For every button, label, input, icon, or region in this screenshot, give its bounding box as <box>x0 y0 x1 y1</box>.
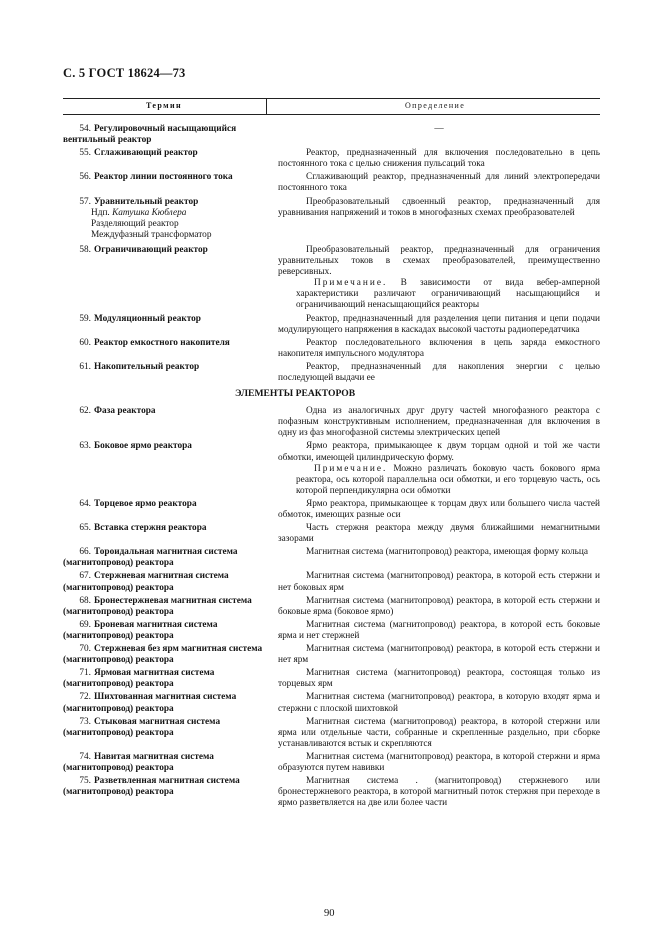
entry-number: 67. <box>79 571 91 582</box>
entry-definition: Магнитная система (магнитопровод) реактора, в которой стержни и ярма образуются путем навивки <box>278 751 600 773</box>
entry-term: Модуляционный реактор <box>94 313 201 324</box>
entry-term: Сглаживающий реактор <box>94 148 198 159</box>
entry-number: 58. <box>79 244 91 255</box>
entry-note: Примечание. Можно различать боковую часть бокового ярма реактора, ось которой параллельна оси обмотки, и его торцевую часть, ось которой перпендикулярна оси обмотки <box>296 463 600 496</box>
entry-definition: — <box>434 124 444 134</box>
entry-synonym: Междуфазный трансформатор <box>91 229 212 240</box>
entry-definition: Магнитная система (магнитопровод) реактора, в которой есть стержни и нет ярм <box>278 644 600 666</box>
entry-definition: Магнитная система (магнитопровод) реактора, в которую входят ярма и стержни с плоской шихтовкой <box>278 692 600 714</box>
entry-definition: Ярмо реактора, примыкающее к двум торцам одной и той же части обмотки, имеющей цилиндрическую форму. <box>278 441 600 463</box>
entry-definition: Магнитная система (магнитопровод) реактора, имеющая форму кольца <box>306 547 588 558</box>
entry-term: Навитая магнитная система (магнитопровод) реактора <box>63 751 214 773</box>
entry-term: Стержневая магнитная система (магнитопровод) реактора <box>63 571 229 593</box>
entry-definition: Реактор последовательного включения в цепь заряда емкостного накопителя импульсного модулятора <box>278 337 600 359</box>
entry-number: 68. <box>79 595 91 606</box>
entry-number: 61. <box>79 361 91 372</box>
entry-number: 64. <box>79 498 91 509</box>
entry-number: 56. <box>79 172 91 183</box>
entry-57 <box>63 197 600 241</box>
entry-definition: Преобразовательный сдвоенный реактор, предназначенный для уравнивания напряжений и токов в многофазных схемах преобразователей <box>278 196 600 218</box>
entry-term: Тороидальная магнитная система (магнитопровод) реактора <box>63 547 238 569</box>
entry-term: Уравнительный реактор <box>94 196 199 207</box>
section-title: ЭЛЕМЕНТЫ РЕАКТОРОВ <box>235 388 356 400</box>
entry-68 <box>63 596 600 618</box>
entry-term: Регулировочный насыщающийся вентильный реактор <box>63 124 237 146</box>
entry-definition: Магнитная система (магнитопровод) реактора, в которой стержни или ярма или отдельные части, собранные и скрепленные раздельно, при сборке устанавливаются встык и скрепляются <box>278 716 600 749</box>
header-bottom-rule <box>63 114 600 115</box>
glossary-table <box>63 124 600 811</box>
entry-69 <box>63 620 600 642</box>
entry-definition: Реактор, предназначенный для накопления энергии с целью последующей выдачи ее <box>278 361 600 383</box>
entry-number: 66. <box>79 547 91 558</box>
entry-definition: Одна из аналогичных друг другу частей многофазного реактора с пофазным конструктивным исполнением, предназначенная для включения в одну из фаз многофазной системы электрических цепей <box>278 406 600 439</box>
entry-term: Торцевое ярмо реактора <box>94 498 197 509</box>
entry-75 <box>63 776 600 809</box>
entry-number: 57. <box>79 196 91 207</box>
entry-70 <box>63 644 600 666</box>
entry-definition: Сглаживающий реактор, предназначенный для линий электропередачи постоянного тока <box>278 172 600 194</box>
column-header-term: Термин <box>146 101 182 110</box>
entry-64 <box>63 499 600 521</box>
entry-56 <box>63 172 600 194</box>
entry-term: Стержневая без ярм магнитная система (магнитопровод) реактора <box>63 644 263 666</box>
entry-66 <box>63 547 600 569</box>
entry-number: 65. <box>79 523 91 534</box>
entry-definition: Преобразовательный реактор, предназначенный для ограничения уравнительных токов в схемах преобразователей, преимущественно реверсивных. <box>278 244 600 278</box>
note-label: Примечание. <box>314 463 388 474</box>
entry-72 <box>63 692 600 714</box>
entry-62 <box>63 406 600 439</box>
entry-61 <box>63 362 600 384</box>
page-number: 90 <box>324 908 335 919</box>
entry-term: Разветвленная магнитная система (магнитопровод) реактора <box>63 776 240 798</box>
entry-term: Накопительный реактор <box>94 361 200 372</box>
entry-55 <box>63 148 600 170</box>
entry-definition: Реактор, предназначенный для включения последовательно в цепь постоянного тока с целью снижения пульсаций тока <box>278 148 600 170</box>
entry-term: Боковое ярмо реактора <box>94 441 192 452</box>
entry-number: 60. <box>79 337 91 348</box>
entry-63 <box>63 441 600 496</box>
entry-54 <box>63 124 600 146</box>
deprecated-term: Катушка Кюблера <box>112 207 187 218</box>
entry-definition: Магнитная система (магнитопровод) реактора, в которой есть боковые ярма и нет стержней <box>278 619 600 641</box>
entry-term: Фаза реактора <box>94 406 156 417</box>
entry-definition: Магнитная система (магнитопровод) реактора, в которой есть стержни и боковые ярма (боковое ярмо) <box>278 595 600 617</box>
entry-67 <box>63 571 600 593</box>
entry-definition: Реактор, предназначенный для разделения цепи питания и цепи подачи модулирующего напряжения в каскадах высокой частоты радиопередатчика <box>278 313 600 335</box>
entry-58 <box>63 245 600 312</box>
entry-71 <box>63 668 600 690</box>
entry-number: 69. <box>79 619 91 630</box>
entry-definition: Магнитная система . (магнитопровод) стержневого или бронестержневого реактора, в которой магнитный поток стержня при переходе в ярмо разветвляется на две или более части <box>278 776 600 809</box>
column-header-definition: Определение <box>405 101 466 110</box>
entry-term: Вставка стержня реактора <box>94 523 207 534</box>
table-top-rule <box>63 98 600 99</box>
entry-number: 55. <box>79 148 91 159</box>
entry-number: 59. <box>79 313 91 324</box>
entry-60 <box>63 338 600 360</box>
entry-term: Шихтованная магнитная система (магнитопровод) реактора <box>63 692 237 714</box>
entry-term: Стыковая магнитная система (магнитопровод) реактора <box>63 716 221 738</box>
entry-note: Примечание. В зависимости от вида вебер-амперной характеристики различают ограничивающий насыщающийся и ограничивающий ненасыщающийся реакторы <box>296 278 600 311</box>
entry-number: 70. <box>79 644 91 655</box>
page-header: С. 5 ГОСТ 18624—73 <box>63 66 186 80</box>
entry-term: Бронестержневая магнитная система (магнитопровод) реактора <box>63 595 252 617</box>
entry-definition: Ярмо реактора, примыкающее к торцам двух или большего числа частей обмоток, имеющих разные оси <box>278 498 600 520</box>
entry-synonym: Ндп. Катушка Кюблера <box>91 207 187 218</box>
entry-term: Ограничивающий реактор <box>94 244 208 255</box>
entry-term: Реактор линии постоянного тока <box>94 172 233 183</box>
entry-number: 63. <box>79 441 91 452</box>
entry-term: Реактор емкостного накопителя <box>94 337 230 348</box>
entry-term: Броневая магнитная система (магнитопровод) реактора <box>63 619 218 641</box>
entry-number: 71. <box>79 668 91 679</box>
entry-number: 75. <box>79 776 91 787</box>
entry-74 <box>63 752 600 774</box>
entry-73 <box>63 717 600 750</box>
entry-term: Ярмовая магнитная система (магнитопровод) реактора <box>63 668 215 690</box>
entry-number: 54. <box>79 124 91 134</box>
entry-definition: Часть стержня реактора между двумя ближайшими немагнитными зазорами <box>278 523 600 545</box>
entry-definition: Магнитная система (магнитопровод) реактора, состоящая только из торцевых ярм <box>278 668 600 690</box>
note-label: Примечание. <box>314 278 388 289</box>
entry-synonym: Разделяющий реактор <box>91 218 179 229</box>
entry-definition: Магнитная система (магнитопровод) реактора, в которой есть стержни и нет боковых ярм <box>278 571 600 593</box>
entry-number: 62. <box>79 406 91 417</box>
entry-number: 72. <box>79 692 91 703</box>
entry-65 <box>63 523 600 545</box>
entry-number: 74. <box>79 751 91 762</box>
entry-59 <box>63 314 600 336</box>
entry-number: 73. <box>79 716 91 727</box>
